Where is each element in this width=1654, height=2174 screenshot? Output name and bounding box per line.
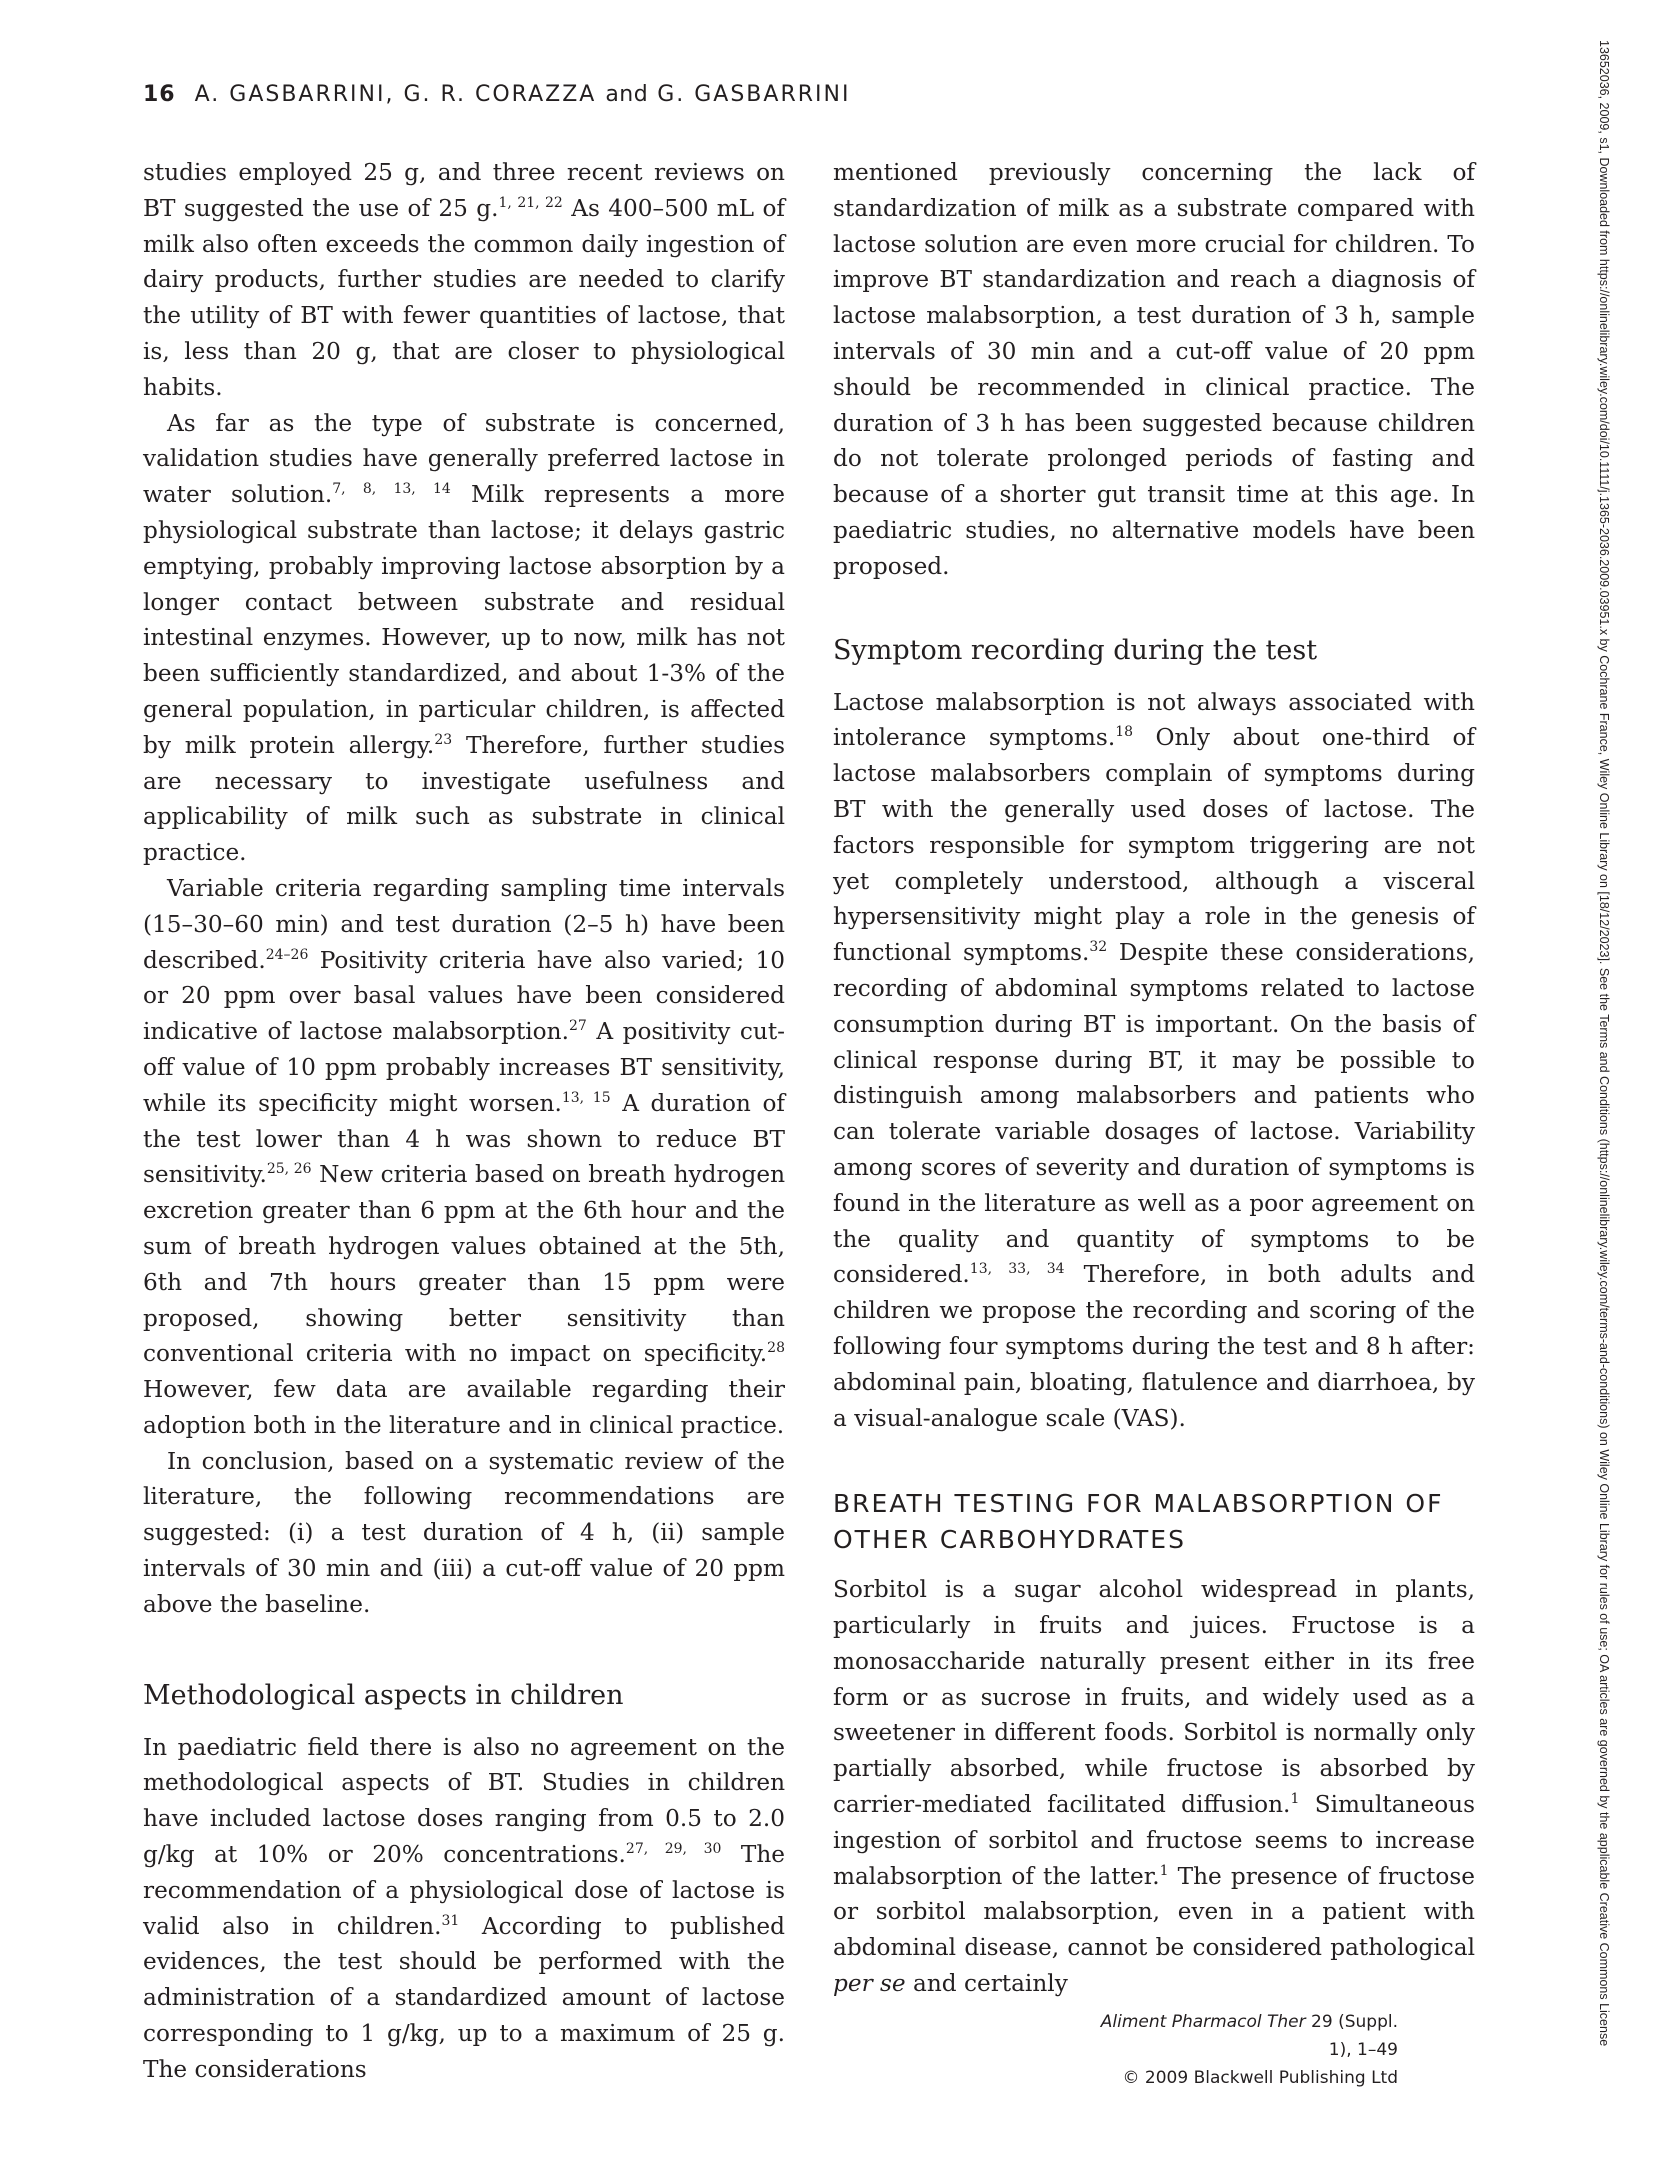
copyright: © 2009 Blackwell Publishing Ltd [1122,2068,1398,2088]
paragraph: Lactose malabsorption is not always associated with intolerance symptoms.$^{18}$ Only about one-third of lactose malabsorbers complain of symptoms during BT with the generally used doses of lactose. The factors responsible for symptom triggering are not yet completely understood, although a visceral hypersensitivity might play a role in the genesis of functional symptoms.$^{32}$ Despite these considerations, recording of abdominal symptoms related to lactose consumption during BT is important. On the basis of clinical response during BT, it may be possible to distinguish among malabsorbers and patients who can tolerate variable dosages of lactose. Variability among scores of severity and duration of symptoms is found in the literature as well as a poor agreement on the quality and quantity of symptoms to be considered.$^{13, 33, 34}$ Therefore, in both adults and children we propose the recording and scoring of the following four symptoms during the test and 8 h after: abdominal pain, bloating, flatulence and diarrhoea, by a visual-analogue scale (VAS). [833,688,1475,1432]
citation: 1, 21, 22 [498,194,563,211]
citation: 13, 15 [561,1089,611,1106]
paragraph: Sorbitol is a sugar alcohol widespread in plants, particularly in fruits and juices. Fructose is a monosaccharide naturally present either in its free form or as sucrose in fruits, and widely used as a sweetener in different foods. Sorbitol is normally only partially absorbed, while fructose is absorbed by carrier-mediated facilitated diffusion.$^1$ Simultaneous ingestion of sorbitol and fructose seems to increase malabsorption of the latter.$^1$ The presence of fructose or sorbitol malabsorption, even in a patient with abdominal disease, cannot be considered pathological per se and certainly [833,1576,1475,1998]
citation: 27, 29, 30 [625,1841,722,1858]
running-head [143,82,850,107]
paragraph: studies employed 25 g, and three recent reviews on BT suggested the use of 25 g.$^{1, 21, 22}$ As 400–500 mL of milk also often exceeds the common daily ingestion of dairy products, further studies are needed to clarify the utility of BT with fewer quantities of lactose, that is, less than 20 g, that are closer to physiological habits. [143,159,785,401]
running-head-authors-1: A. GASBARRINI, G. R. CORAZZA [194,82,597,107]
page-footer [1098,2008,1398,2092]
citation: 1 [1290,1791,1300,1808]
right-column [833,155,1475,2002]
subheading-children: Methodological aspects in children [143,1679,624,1711]
citation: 31 [441,1912,460,1929]
download-notice: 13652036, 2009, s1, Downloaded from https://onlinelibrary.wiley.com/doi/10.1111/j.1365-2036.2009.03951.x by Cochrane France, Wiley Online Library on [18/12/2023]. See the Terms and Conditions (https://onlinelibrary.wiley.com/terms-and-conditions) on Wiley Online Library for rules of use; OA articles are governed by the applicable Creative Commons License [1597,40,1611,2047]
section-heading-breath-testing: BREATH TESTING FOR MALABSORPTION OF OTHER CARBOHYDRATES [833,1489,1444,1555]
journal-citation: Aliment Pharmacol Ther 29 (Suppl. 1), 1–49 [1100,2012,1398,2060]
subheading-symptom: Symptom recording during the test [833,634,1318,666]
citation: 13, 33, 34 [969,1261,1065,1278]
citation: 28 [767,1340,785,1357]
paragraph: Variable criteria regarding sampling time intervals (15–30–60 min) and test duration (2–5 h) have been described.$^{24-26}$ Positivity criteria have also varied; 10 or 20 ppm over basal values have been considered indicative of lactose malabsorption.$^{27}$ A positivity cut-off value of 10 ppm probably increases BT sensitivity, while its specificity might worsen.$^{13, 15}$ A duration of the test lower than 4 h was shown to reduce BT sensitivity.$^{25, 26}$ New criteria based on breath hydrogen excretion greater than 6 ppm at the 6th hour and the sum of breath hydrogen values obtained at the 5th, 6th and 7th hours greater than 15 ppm were proposed, showing better sensitivity than conventional criteria with no impact on specificity.$^{28}$ However, few data are available regarding their adoption both in the literature and in clinical practice. [143,874,786,1439]
citation: 27 [568,1018,587,1035]
citation: 25, 26 [266,1161,312,1178]
paragraph: mentioned previously concerning the lack of standardization of milk as a substrate compared with lactose solution are even more crucial for children. To improve BT standardization and reach a diagnosis of lactose malabsorption, a test duration of 3 h, sample intervals of 30 min and a cut-off value of 20 ppm should be recommended in clinical practice. The duration of 3 h has been suggested because children do not tolerate prolonged periods of fasting and because of a shorter gut transit time at this age. In paediatric studies, no alternative models have been proposed. [833,159,1475,580]
paragraph: As far as the type of substrate is concerned, validation studies have generally preferred lactose in water solution.$^{7, 8, 13, 14}$ Milk represents a more physiological substrate than lactose; it delays gastric emptying, probably improving lactose absorption by a longer contact between substrate and residual intestinal enzymes. However, up to now, milk has not been sufficiently standardized, and about 1-3% of the general population, in particular children, is affected by milk protein allergy.$^{23}$ Therefore, further studies are necessary to investigate usefulness and applicability of milk such as substrate in clinical practice. [143,409,786,867]
citation: 32 [1089,939,1108,956]
emphasis: per se [833,1970,906,1998]
citation: 7, 8, 13, 14 [332,481,451,498]
running-head-and: and [605,82,649,107]
running-head-authors-2: G. GASBARRINI [657,82,851,107]
paragraph: In conclusion, based on a systematic review of the literature, the following recommendations are suggested: (i) a test duration of 4 h, (ii) sample intervals of 30 min and (iii) a cut-off value of 20 ppm above the baseline. [143,1447,785,1618]
page-number: 16 [143,82,176,107]
paragraph: In paediatric field there is also no agreement on the methodological aspects of BT. Studies in children have included lactose doses ranging from 0.5 to 2.0 g/kg at 10% or 20% concentrations.$^{27, 29, 30}$ The recommendation of a physiological dose of lactose is valid also in children.$^{31}$ According to published evidences, the test should be performed with the administration of a standardized amount of lactose corresponding to 1 g/kg, up to a maximum of 25 g. The considerations [143,1733,786,2083]
citation: 18 [1115,724,1134,741]
citation: 23 [434,731,453,748]
citation: 24–26 [265,946,309,963]
left-column [143,155,785,2088]
citation: 1 [1159,1862,1169,1879]
